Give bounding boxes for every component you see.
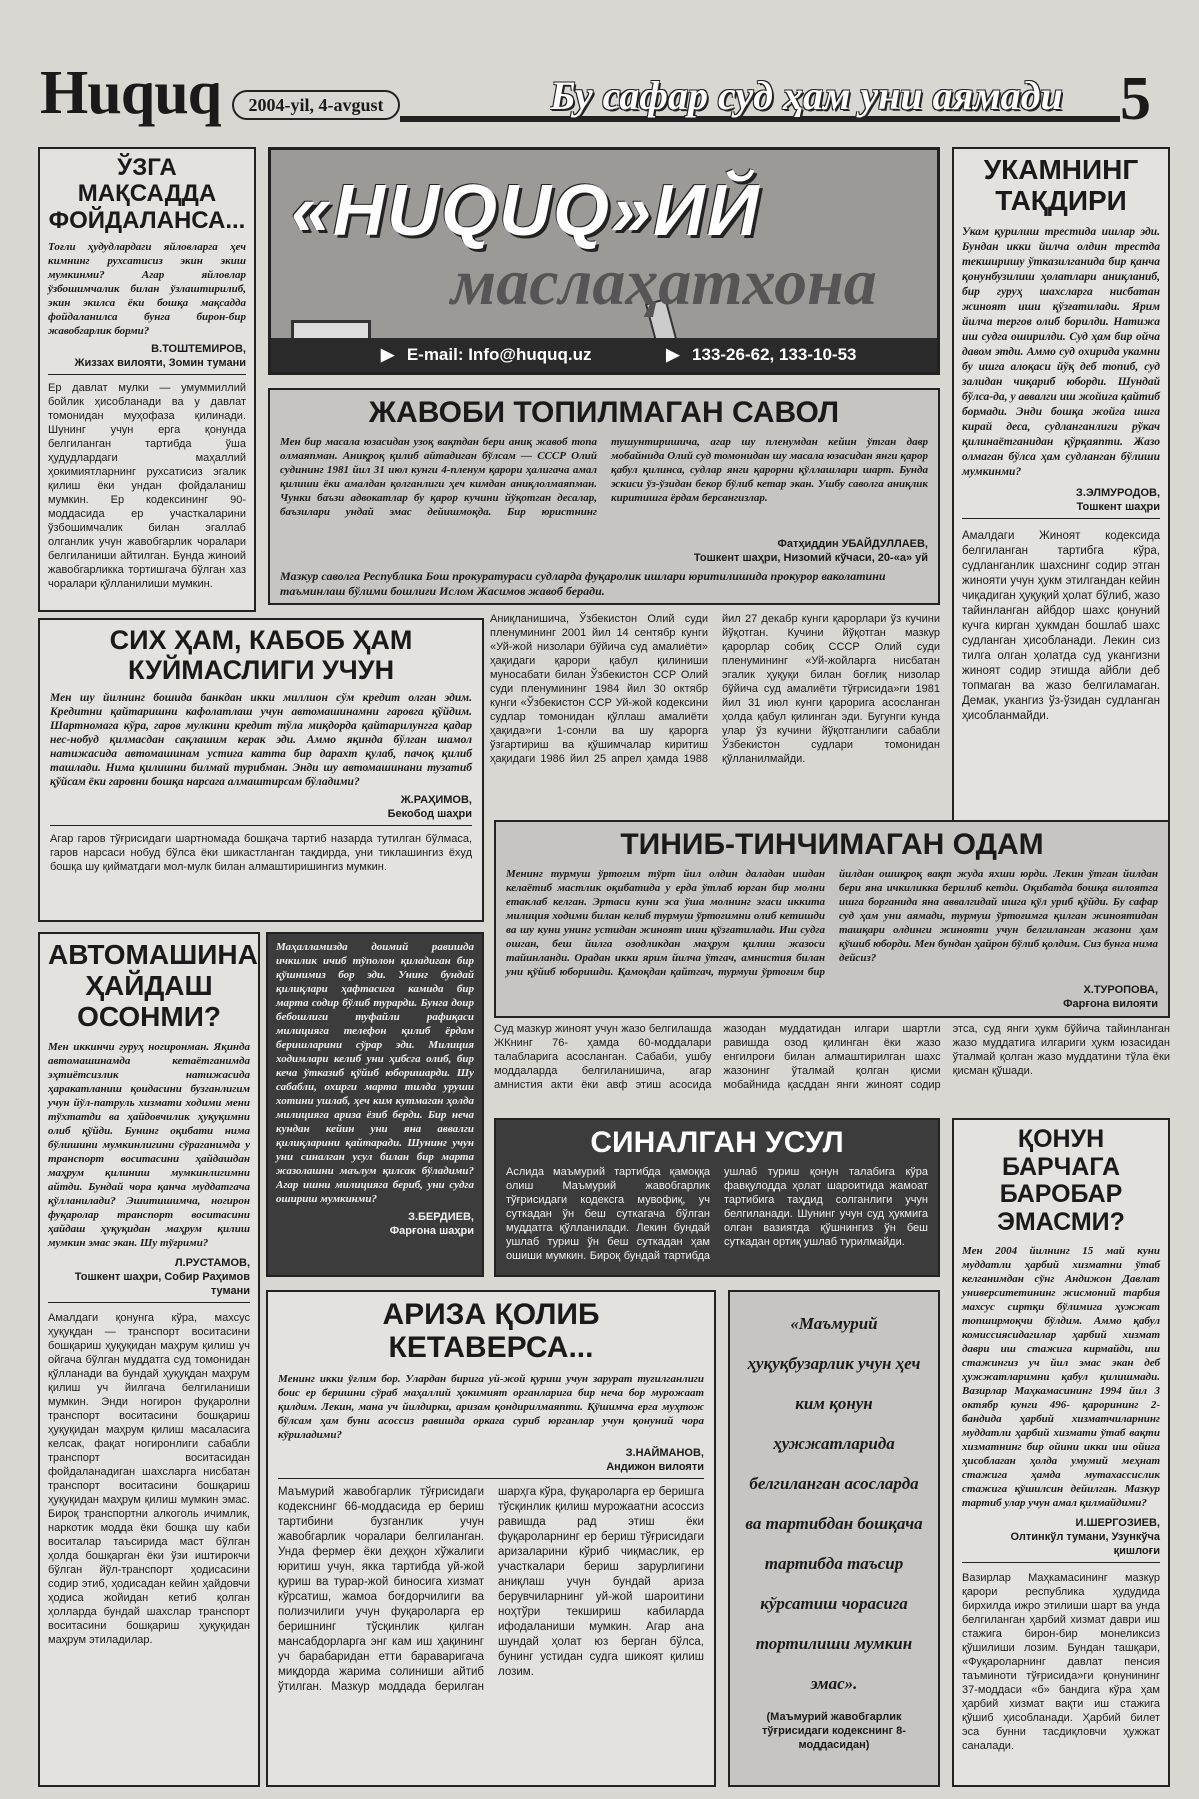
article-title: СИХ ҲАМ, КАБОБ ҲАМ КУЙМАСЛИГИ УЧУН: [109, 625, 413, 685]
article-tinib: [494, 820, 1170, 1018]
article-ukam: [952, 147, 1170, 842]
quote-text: «Маъмурий ҳуқуқбузарлик учун ҳеч ким қонун ҳужжатларида белгиланган асосларда ва тартибдан бошқача тартибда таъсир кўрсатиш чорасига тортилиши мумкин эмас».: [745, 1314, 923, 1693]
article-ariza: [266, 1290, 716, 1787]
article-body: Амалдаги қонунга кўра, махсус ҳуқуқдан — транспорт воситасини бошқариш ҳуқуқидан маҳрум қилиш уч ойгача бўлган муддатга суд томонидан қўлланади ва бундай ҳуқуқдан маҳрум қилиш уч йилгача белгиланиши мумкин. Энди ногирон фуқаролни транспорт воситасини бошқариш ҳуқуқидан маҳрум қилиш масаласига келсак, фақат ногиронлиги сабабли транспорт воситасидан фойдаланадиган шахсларга нисбатан транспорт воситасини бошқариш ҳуқуқидан маҳрум қилиш мумкин эмас. Бироқ транспортни алкоголь ичимлик, наркотик модда ёки бошқа шу каби воситалар таъсирида маст бўлган ҳолда бошқарган ёки ўзи иштирокчи бўлган йўл-транспорт ҳодисасини содир этиб, ҳодисадан кейин ҳайдовчи ҳодиса жойидан кетиб қолган ҳолларда бундай шахслар транспорт воситасини бошқариш ҳуқуқидан маҳрум этиладилар.: [48, 1312, 250, 1647]
arrow-right-icon: ▶: [666, 345, 680, 364]
article-body: Агар гаров тўғрисидаги шартномада бошқача тартиб назарда тутилган бўлмаса, гаров нарсаси нобуд бўлса ёки шикастланган тақдирда, уни тиклашингиз ёхуд бошқа шу қийматдаги мол-мулк билан алмаштиришингиз мумкин.: [50, 833, 472, 874]
article-sinalgan: [494, 1118, 940, 1277]
banner-phones: 133-26-62, 133-10-53: [692, 345, 857, 364]
huquq-consultation-banner: [268, 147, 940, 375]
article-lead: Менинг икки ўғлим бор. Улардан бирига уй-жой қуриш учун зарурат туғилганлиги боис ер беришни сўраб маҳаллий ҳокимият органларига бир неча бор мурожаат қилдим. Лекин, мана уч йилдирки, аризам қондирилмаяпти. Қўшимча ерга муҳтож бўлсам ҳам буни асоссиз равишда оркага суриб юрганлар учун қонуний чора кўриладими?: [278, 1373, 704, 1441]
article-lead: Маҳалламизда доимий равишда ичкилик ичиб тўполон қиладиган бир қўшнимиз бор эди. Унинг бундай қилиқлари ҳафтасига камида бир марта содир бўлиб турарди. Бунга доир бебошлиги туфайли рафиқаси милицияга телефон қилиб ёрдам беришларини сўрар эди. Милиция ходимлари келиб уни ҳибсга олиб, бир кеча ўтказиб қўйиб юборишарди. Шу сабабли, охирги марта тилда уруши хотини ушлаб, ҳеч ким кутмаган ҳолда милицияга ариза ёзиб берди. Бир неча кундан кейин уни яна аввалги қилиқларини қайтаради. Шунинг учун уни синалган усул билан бир марта жазолашни маълум қилсак бўладими? Агар ишни милицияга бериб, уни судга ошириш мумкинми?: [276, 941, 474, 1205]
article-mahallamizda: [266, 932, 484, 1277]
article-signature: Ж.РАҲИМОВ,: [400, 794, 472, 807]
article-title: АРИЗА ҚОЛИБ КЕТАВЕРСА...: [382, 1298, 600, 1364]
article-title: АВТОМАШИНА ҲАЙДАШ ОСОНМИ?: [48, 939, 258, 1032]
article-title: ЎЗГА МАҚСАДДА ФОЙДАЛАНСА...: [48, 154, 246, 234]
article-lead: Мен иккинчи гуруҳ ногиронман. Яқинда автомашинамда кетаётганимда эҳтиётсизлик натижасида ҳаракатланиш қоидасини бузганлигим учун йўл-патруль хизмати ходими мени тўхтатди ва ҳайдовчилик ҳуқуқимни олиб қўйди. Бунинг оқибати нима бўлишини мумкинлигини сўраганимда у транспорт воситасини ҳайдашдан маҳрум қилиниш мумкинлигимни айтди. Бундай чора қанча муддатгача қўлланилади? Эшитишимча, ногирон фуқаролар транспорт воситасини ҳайдаш ҳуқуқидан маҳрум қилиш мумкин эмас экан. Шу тўғрими?: [48, 1041, 250, 1250]
article-body: Вазирлар Маҳкамасининг мазкур қарори республика ҳудудида бирхилда ижро этилиши шарт ва унда белгиланган ҳарбий хизмат даври иш стажига бирон-бир монеликсиз қўшилиши лозим. Бундан ташқари, «Фуқароларнинг давлат пенсия таъминоти тўғрисида»ги қонунининг 37-моддаси «б» бандига кўра ҳам ҳарбий хизмат вақти иш стажига қўшиб ҳисобланади. Ҳарбий билет эса бунни тасдиқловчи ҳужжат саналади.: [962, 1572, 1160, 1752]
article-lead: Мен 2004 йилнинг 15 май куни муддатли ҳарбий хизматни ўтаб келганимдан сўнг Андижон Давлат университетининг жисмоний тарбия махсус сиртқи бўлимига ҳужжат топширмоқчи бўлдим. Аммо қабул комиссиясидагилар ҳарбий хизмат даври иш стажига кирмайди, иш стажингиз уч йил эмас экан деб ҳужжатларимни қабул қилишмади. Вазирлар Маҳкамасининг 1994 йил 3 октябр кунги 496- қарорининг 2-бандида ҳарбий хизматчиларнинг муддатли ҳарбий хизмати ўтаб вақти хизматнинг бир ойини икки иш ойига ҳисоблаган ҳолда умумий меҳнат стажига ҳамда мутахассислик стажига қўшилсин дейилган. Мазкур тартиб улар учун амал қилмайдими?: [962, 1245, 1160, 1509]
article-title: ЖАВОБИ ТОПИЛМАГАН САВОЛ: [368, 396, 840, 429]
article-lead: Менинг турмуш ўртоғим тўрт йил олдин даладан ишдан келаётиб мастлик оқибатида у ерда ўтлаб юрган бир молни етаклаб келган. Эртаси куни эса ўша молнинг эгаси иккита милиция ходими билан келиб турмуш ўртоғимни олиб кетишди ва шу куни унинг устидан жиноят иши қўзғатилади. Иш судга ошган, беш йилга озодликдан маҳрум қилиш жазоси тайинланди. Орадан икки ярим йилча ўтгач, амнистия билан уни қўйиб юборишди. Қамоқдан қайтгач, турмуш ўртоғим бир йилдан ошиқроқ вақт жуда яхши юрди. Лекин ўтган йилдан бери яна ичкиликка берилиб кетди. Оқибатда бошқа вилоятга ишга борганида яна аввалгидай ишга қўл уриб қўйди. Бу сафар суд ҳам уни аямади, турмуш ўртоғимга қилган жиноятидан ташқари олдинги жинояти учун белгиланган жазони ҳам қўшиб юборди. Мен бундан ҳайрон бўлиб қолдим. Сиз бунга нима дейсиз?: [506, 868, 1158, 978]
article-place: Фарғона шаҳри: [389, 1225, 474, 1237]
article-signature: В.ТОШТЕМИРОВ,: [151, 343, 246, 356]
article-title: ТИНИБ-ТИНЧИМАГАН ОДАМ: [620, 828, 1044, 861]
article-title: ҚОНУН БАРЧАГА БАРОБАР ЭМАСМИ?: [997, 1125, 1125, 1236]
banner-email[interactable]: E-mail: Info@huquq.uz: [406, 345, 592, 364]
article-title: УКАМНИНГ ТАҚДИРИ: [983, 154, 1139, 216]
page-number: 5: [1120, 65, 1151, 133]
article-lead: Мен шу йилнинг бошида банкдан икки миллион сўм кредит олган эдим. Кредитни қайтаришни кафолатлаш учун автомашинамни гаровга қўйдим. Шартномага кўра, гаров мулкини кредит тўла миқдорда қайтарилунгга қадар нес-нобуд қилмасдан сақлашим керак эди. Аммо яқинда бўлган шамол натижасида автомашинам устига катта бир дарахт қулаб, пачоқ қилиб ташлади. Нима қилишни билмай турибман. Энди шу автомашинани тузатиб қўйсам ёки гаровни бошқа нарсага алмаштирсам бўладими?: [50, 692, 472, 789]
newspaper-logo: Huquq: [40, 59, 222, 127]
article-signature: З.БЕРДИЕВ,: [408, 1211, 474, 1223]
article-sikh: [38, 618, 484, 922]
banner-subtitle: маслаҳатхона: [451, 246, 877, 319]
article-place: Тошкент шаҳри: [962, 500, 1160, 519]
article-javobi-body: Аниқланишича, Ўзбекистон Олий суди пленумининг 2001 йил 14 сентябр кунги «Уй-жой низолари бўйича суд амалиёти» ҳақидаги қарори қабул қилиниши муносабати билан Ўзбекистон ССР Олий суди пленумининг 1984 йил 30 октябр кунги «Ўзбекистон ССР Уй-жой кодексини судлар томонидан қўллаш амалиёти ҳақида»ги 1-сонли ва шу қарорга ўзгартириш ва қўшимчалар киритиш ҳақидаги 1986 йил 25 апрел ҳамда 1988 йил 27 декабр кунги қарорлари ўз кучини йўқотган. Кучини йўқотган мазкур қарорлар собиқ СССР Олий суди пленумининг «Уй-жойларга нисбатан эгалик ҳуқуқи билан боғлиқ низолар бўйича суд амалиёти тўғрисида»ги 1981 йил 31 июл кунги қарорига асосланган ҳолда қабул қилинган эди. Бугунги кунда улар ўз кучини йўқотганлиги сабабли Ўзбекистон судлари томонидан қўлланилмайди.: [490, 613, 940, 765]
article-place: Олтинкўл тумани, Узункўча қишлоғи: [962, 1530, 1160, 1563]
article-lead: Тоғли ҳудудлардаги яйловларга ҳеч кимнинг рухсатисиз экин экиш мумкинми? Агар яйловлар ўзбошимчалик билан ўзлаштирилиб, экин экилса ёки бошқа мақсадда фойдаланилса бунга бирон-бир жавобгарлик борми?: [48, 241, 246, 338]
article-lead: Мен бир масала юзасидан узоқ вақтдан бери аниқ жавоб топа олмаяпман. Аниқроқ қилиб айтадиган бўлсам — СССР Олий судининг 1981 йил 31 июл кунги 4-пленум қарори ҳалигача амал қилиши ёки амалдан қолганлиги ҳеч кимдан аниқлолмаяпман. Чунки баъзи адвокатлар бу қарор кучини йўқотган десалар, баъзилари ундай эмас дейишмоқда. Бир юристнинг тушунтиришича, агар шу пленумдан кейин ўтган давр мобайнида Олий суд томонидан шу масала юзасидан янги қарор қабул қилинса, судлар янги қарорни қўллашлари шарт. Бунда эскиси ўз-ўзидан бекор бўлиб кетар экан. Ушбу саволга аниқлик киритишга ёрдам берсангизлар.: [280, 436, 928, 518]
page-slogan: Бу сафар суд ҳам уни аямади: [550, 73, 1063, 118]
article-signature: Л.РУСТАМОВ,: [174, 1257, 250, 1270]
article-avto: [38, 932, 260, 1787]
article-place: Тошкент шаҳри, Собир Раҳимов тумани: [48, 1270, 250, 1303]
article-qonun: [952, 1118, 1170, 1787]
article-ozga: [38, 147, 256, 612]
article-title: СИНАЛГАН УСУЛ: [590, 1126, 844, 1159]
article-body: Ер давлат мулки — умуммиллий бойлик ҳисобланади ва у давлат томонидан муҳофаза қилинади. Шунинг учун ерга қонунда белгиланган тартибда ўша ҳудудлардаги маҳаллий ҳокимиятларнинг рухсатисиз эгалик қилиш ёки ундан фойдаланиш мумкин. Ер кодексининг 90-моддасида ер участкаларини ўзбошимчалик билан эгаллаб олганлик учун жавобгарлик чоралари белгиланиши айтилган. Бунда жиноий жавобгарликка тортишгача бўлган хаз чоралари қўлланилиши мумкин.: [48, 382, 246, 591]
article-place: Фарғона вилояти: [1063, 998, 1158, 1010]
article-signature: И.ШЕРГОЗИЕВ,: [1075, 1517, 1160, 1529]
article-place: Жиззах вилояти, Зомин тумани: [48, 356, 246, 375]
article-tinib-body: Суд мазкур жиноят учун жазо белгилашда ЖКнинг 76- ҳамда 60-моддалари талабларига асосланган. Сабаби, ушбу моддаларда белгиланишича, агар амнистия акти ёки авф этиш асосида жазодан муддатидан илгари шартли равишда озод қилинган ёки жазо енгилроғи билан алмаштирилган шахс жазонинг ўталмай қолган қисми мобайнида қасддан янги жиноят содир этса, суд янги ҳукм бўйича тайинланган жазо муддатига илгариги ҳукм юзасидан ўталмай қолган жазо муддатини тўла ёки қисман қўшади.: [494, 1023, 1170, 1091]
arrow-right-icon: ▶: [381, 345, 395, 364]
article-lead: Укам қурилиш трестида ишлар эди. Бундан икки йилча олдин трестда текширишу ўтказилганида бир қанча қонунбузилиш ҳолатлари аниқланиб, бир гуруҳ шахсларга нисбатан жиноят иши қўзғатилади. Ярим йилча тергов олиб борилди. Натижа иш судга оширилди. Суд ҳам бир ойча давом этди. Аммо суд охирида укамни бу ишга алоқаси йўқ деб топиб, суд залидан чиқариб юборди. Шундай бўлса-да, у аввалги иш жойига қайтиб бормади. Энди бошқа жойга ишга кирай деса, судланганлиги рўкач қилинаётганидан қўрқаяпти. Жазо олмаган бўлса ҳам судланган бўлиши мумкинми?: [962, 225, 1160, 478]
issue-date: 2004-yil, 4-avgust: [232, 90, 400, 120]
quote-box: [728, 1290, 940, 1787]
quote-source: (Маъмурий жавобгарлик тўғрисидаги кодекснинг 8-моддасидан): [762, 1711, 906, 1751]
banner-title: «HUQUQ»ИЙ: [291, 171, 761, 251]
article-signature: З.НАЙМАНОВ,: [625, 1447, 704, 1459]
answer-note: Мазкур саволга Республика Бош прокуратураси судларда фуқаролик ишлари юритилишида прокурор ваколатини таъминлаш бўлими бошлиғи Ислом Жасимов жавоб беради.: [280, 569, 886, 598]
article-body: Маъмурий жавобгарлик тўғрисидаги кодекснинг 66-моддасида ер бериш тартибини бузганлик учун жавобгарлик чоралари белгиланган. Унда фермер ёки деҳқон хўжалиги юритиш учун, якка тартибда уй-жой қуриш ва турар-жой биносига хизмат кўрсатиш, жамоа боғдорчилиги ва полизчилиги учун фуқароларга ер беришнинг тўсқинлик қилган мансабдорларга энг кам иш ҳақининг уч барабаридан етти бараваригача миқдорда жарима солиниши айтиб ўтилган. Мазкур моддада берилган шарҳга кўра, фуқароларга ер беришга тўсқинлик қилиш мурожаатни асоссиз равишда рад этиш ёки фуқароларнинг ер бериш тўғрисидаги аризаларини кўриб чиқмаслик, ер участкалари бериш зарурлигини аниқлаш учун бундай ариза берувчиларнинг уй-жой шароитини ноҳтўри текшириш кабиларда ифодаланиши мумкин. Агар ана шундай ҳолат юз берган бўлса, бунинг устидан судга шикоят қилиш лозим.: [278, 1486, 704, 1693]
article-place: Андижон вилояти: [278, 1460, 704, 1479]
article-signature: Х.ТУРОПОВА,: [1083, 984, 1158, 996]
article-signature: З.ЭЛМУРОДОВ,: [1075, 486, 1160, 499]
article-place: Тошкент шаҳри, Низомий кўчаси, 20-«а» уй: [693, 552, 928, 564]
article-place: Бекобод шаҳри: [50, 807, 472, 826]
article-signature: Фатҳиддин УБАЙДУЛЛАЕВ,: [777, 538, 928, 550]
article-javobi-header: [268, 388, 940, 605]
article-body: Амалдаги Жиноят кодексида белгиланган тартибга кўра, судланганлик шахснинг содир этган жинояти учун ҳукм этилгандан кейин чиқадиган ҳуқуқий ҳолат бўлиб, жазо тайинланган айбдор шахс қонуний кучга кирган ҳукмдан бошлаб шахс судланган ҳисобланади. Лекин сиз тилга олган ҳолатда суд укангизни жиноят содир этишда айбли деб топмаган ва жазо белгиламаган. Демак, укангиз ўз-ўзидан судланган ҳисобланмайди.: [962, 529, 1160, 722]
article-body: Аслида маъмурий тартибда қамоққа олиш Маъмурий жавобгарлик тўғрисидаги кодексга мувофиқ, уч суткадан ўн беш суткагача бўлган муддатга қўлланилади. Лекин бундай ушлаб туриш ўн беш суткадан ҳам ошиши мумкин. Бироқ бундай тартибда ушлаб туриш қонун талабига кўра фавқулодда ҳолат шароитида жамоат тартибига таҳдид солганлиги учун белгиланади. Шунинг учун суд ҳукмига олган вазиятда қўшнингиз ўн беш суткадан ортиқ ушлаб турилмайди.: [506, 1166, 928, 1262]
banner-contact-strip: [271, 338, 937, 372]
